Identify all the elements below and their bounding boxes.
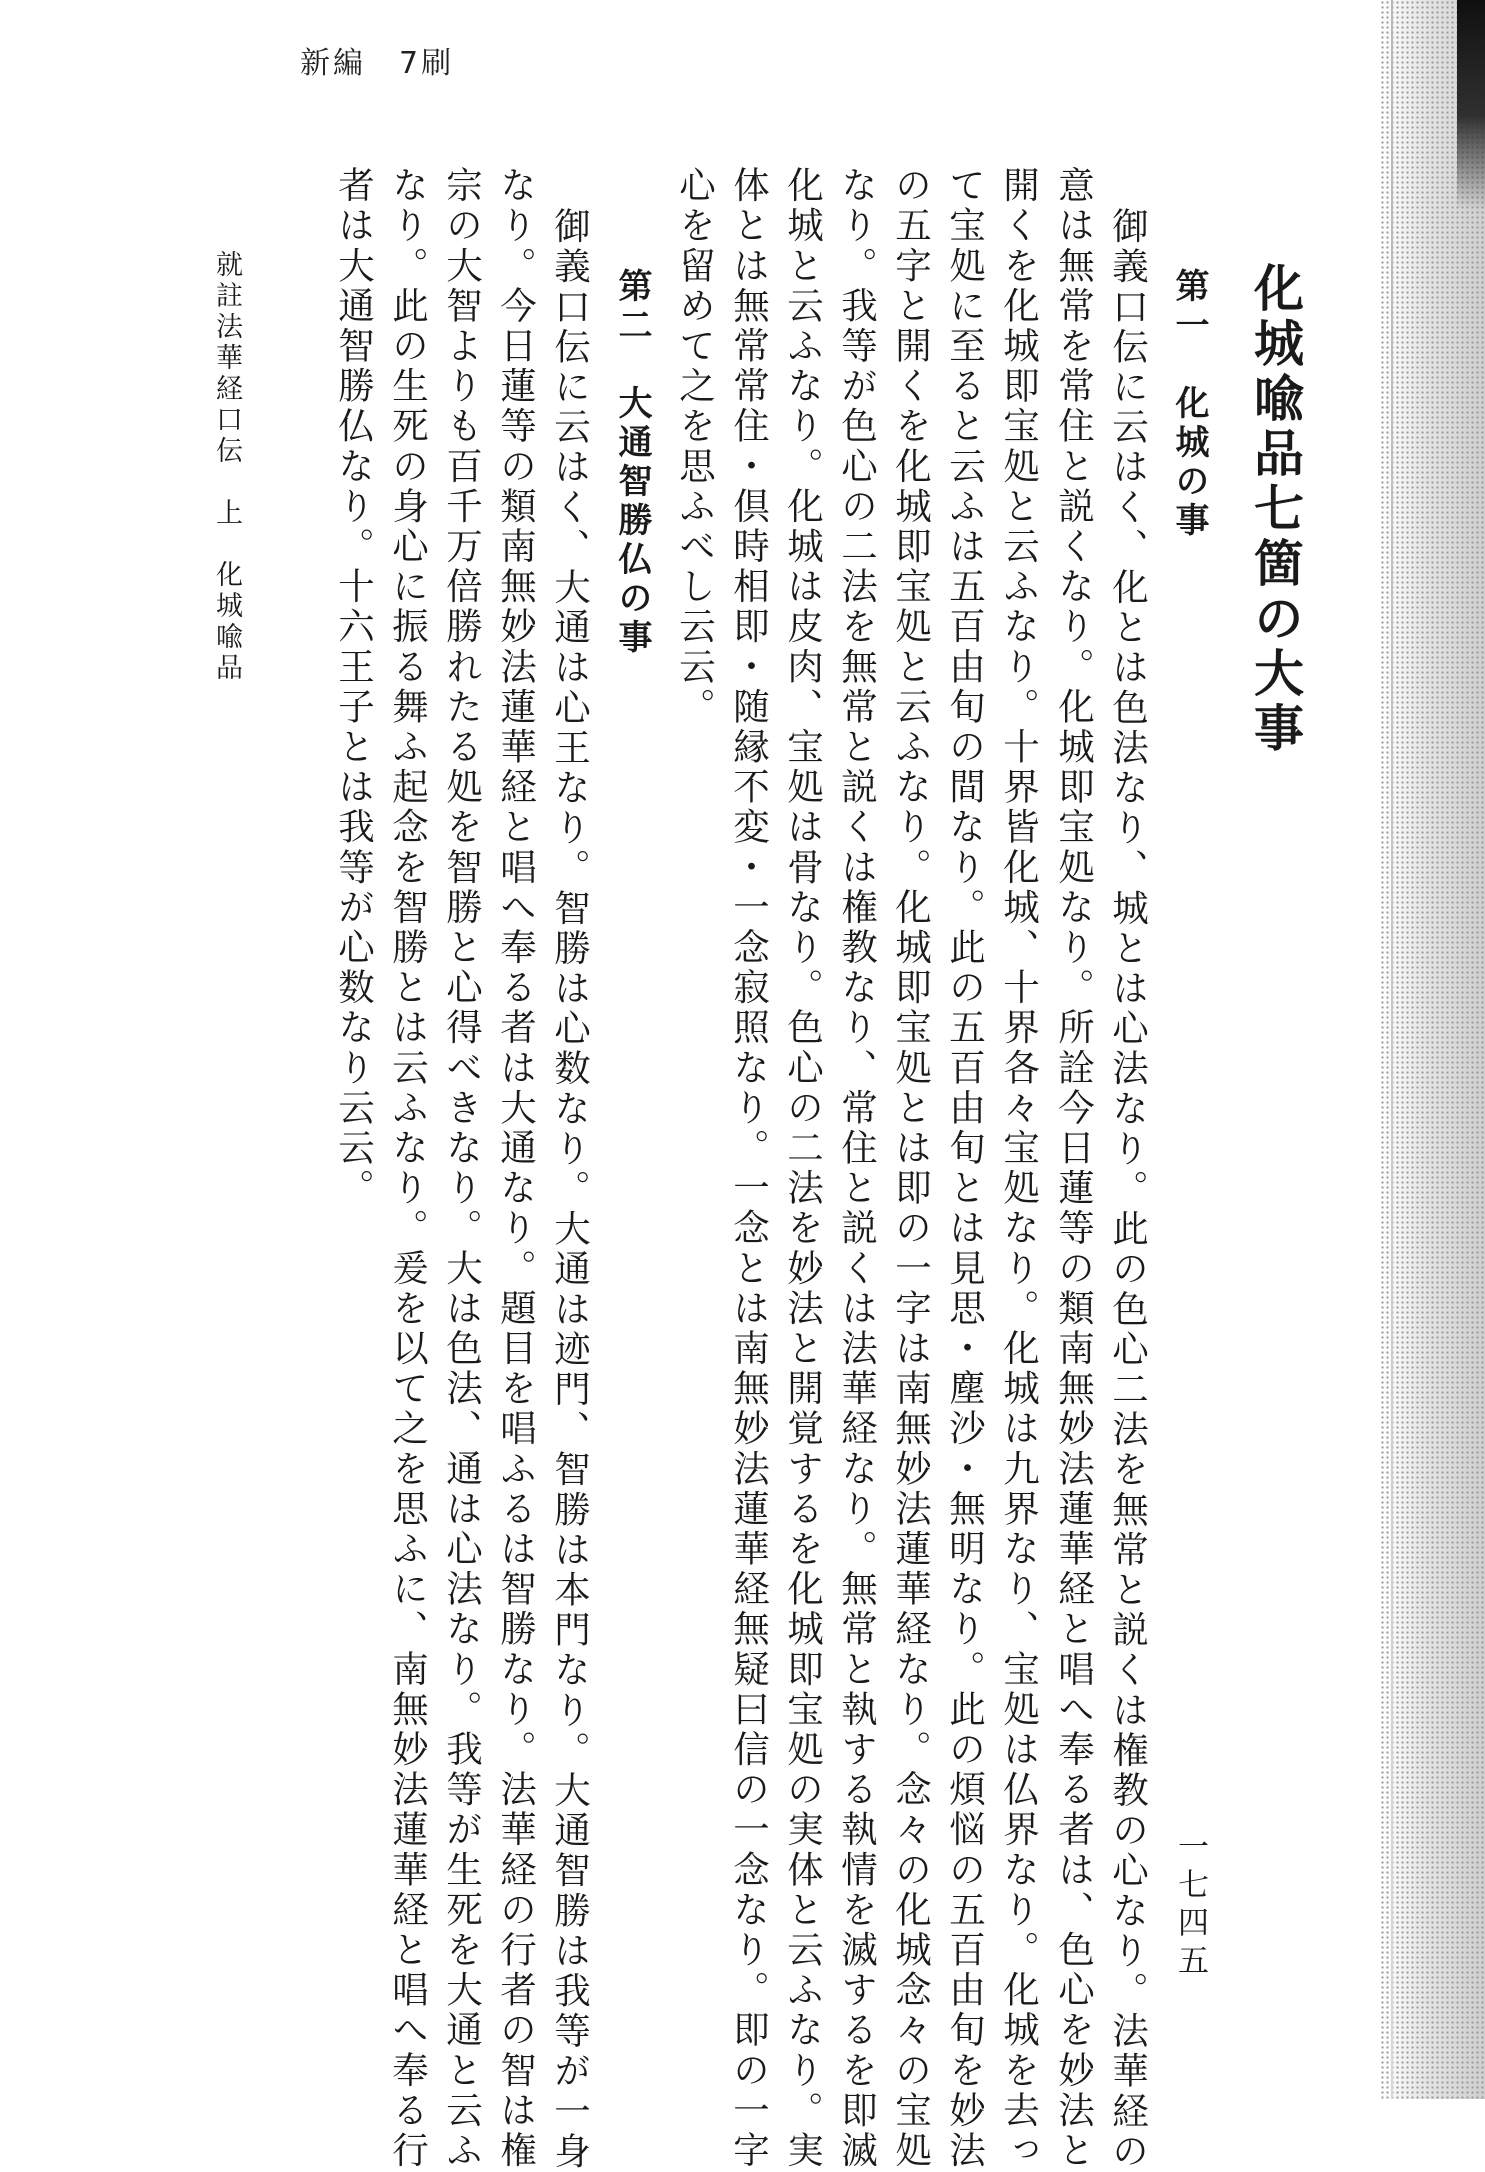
body-line-10: 御義口伝に云はく、大通は心王なり。智勝は心数なり。大通は迹門、智勝は本門なり。大通智勝は我等が一身 — [548, 207, 592, 2172]
section-heading-1: 第一 化城の事 — [1169, 268, 1209, 541]
binding-shadow — [1457, 0, 1485, 210]
body-line-14: 者は大通智勝仏なり。十六王子とは我等が心数なり云云。 — [332, 166, 376, 1209]
body-line-2: 意は無常を常住と説くなり。化城即宝処なり。所詮今日蓮等の類南無妙法蓮華経と唱へ奉る者は、色心を妙法と — [1052, 166, 1096, 2171]
body-line-8: 体とは無常常住・倶時相即・随縁不変・一念寂照なり。一念とは南無妙法蓮華経無疑曰信の一念なり。即の一字 — [727, 166, 771, 2171]
body-line-7: 化城と云ふなり。化城は皮肉、宝処は骨なり。色心の二法を妙法と開覚するを化城即宝処の実体と云ふなり。実 — [781, 166, 825, 2171]
page-border-line — [1391, 0, 1393, 2099]
running-head: 新編 7刷 — [300, 46, 455, 81]
chapter-title: 化城喩品七箇の大事 — [1246, 262, 1305, 757]
body-line-13: なり。此の生死の身心に振る舞ふ起念を智勝とは云ふなり。爰を以て之を思ふに、南無妙法蓮華経と唱へ奉る行 — [386, 166, 430, 2171]
running-foot: 就註法華経口伝 上 化城喩品 — [211, 250, 242, 684]
body-line-9: 心を留めて之を思ふべし云云。 — [673, 166, 717, 728]
body-line-6: なり。我等が色心の二法を無常と説くは権教なり、常住と説くは法華経なり。無常と執する執情を滅するを即滅 — [835, 166, 879, 2171]
body-line-1: 御義口伝に云はく、化とは色法なり、城とは心法なり。此の色心二法を無常と説くは権教の心なり。法華経の — [1106, 207, 1150, 2172]
page-number: 一七四五 — [1172, 1830, 1208, 1982]
body-line-4: て宝処に至ると云ふは五百由旬の間なり。此の五百由旬とは見思・塵沙・無明なり。此の煩悩の五百由旬を妙法 — [943, 166, 987, 2171]
body-line-5: の五字と開くを化城即宝処と云ふなり。化城即宝処とは即の一字は南無妙法蓮華経なり。念々の化城念々の宝処 — [889, 166, 933, 2171]
section-heading-2: 第二 大通智勝仏の事 — [612, 268, 652, 658]
body-line-11: なり。今日蓮等の類南無妙法蓮華経と唱へ奉る者は大通なり。題目を唱ふるは智勝なり。法華経の行者の智は権 — [494, 166, 538, 2171]
page-edge-scan — [1380, 0, 1485, 2099]
body-line-12: 宗の大智よりも百千万倍勝れたる処を智勝と心得べきなり。大は色法、通は心法なり。我等が生死を大通と云ふ — [440, 166, 484, 2171]
body-line-3: 開くを化城即宝処と云ふなり。十界皆化城、十界各々宝処なり。化城は九界なり、宝処は仏界なり。化城を去っ — [997, 166, 1041, 2171]
